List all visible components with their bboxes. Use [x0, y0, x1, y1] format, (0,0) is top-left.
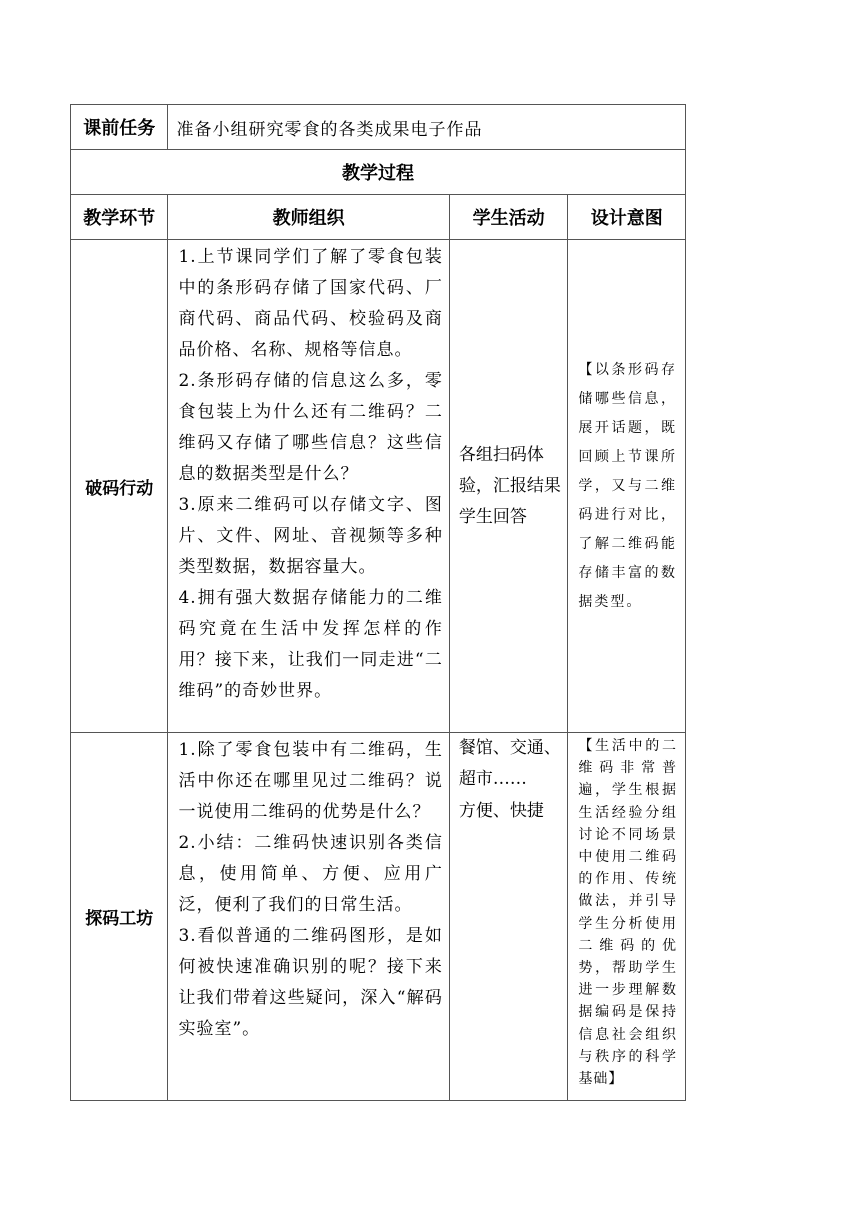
design-cell: 【生活中的二维码非常普遍，学生根据生活经验分组讨论不同场景中使用二维码的作用、传统做法，并引导学生分析使用二维码的优势，帮助学生进一步理解数据编码是保持信息社会组织与秩序的科学基础】 — [568, 733, 686, 1101]
teacher-paragraph: 3.原来二维码可以存储文字、图片、文件、网址、音视频等多种类型数据，数据容量大。 — [178, 495, 443, 577]
design-cell: 【以条形码存储哪些信息，展开话题，既回顾上节课所学，又与二维码进行对比，了解二维码能存储丰富的数据类型。 — [568, 240, 686, 733]
table-row — [71, 733, 686, 1101]
section-title-row — [71, 150, 686, 195]
pre-task-row — [71, 105, 686, 150]
header-stage: 教学环节 — [71, 195, 168, 240]
stage-cell: 破码行动 — [71, 240, 168, 733]
teacher-paragraph: 2.小结：二维码快速识别各类信息，使用简单、方便、应用广泛，便利了我们的日常生活。 — [178, 833, 443, 915]
student-activity: 餐馆、交通、 — [458, 738, 561, 758]
header-row — [71, 195, 686, 240]
section-title: 教学过程 — [71, 150, 686, 195]
teacher-paragraph: 1.上节课同学们了解了零食包装中的条形码存储了国家代码、厂商代码、商品代码、校验码及商品价格、名称、规格等信息。 — [178, 247, 443, 360]
teacher-paragraph: 2.条形码存储的信息这么多，零食包装上为什么还有二维码？二维码又存储了哪些信息？这些信息的数据类型是什么？ — [178, 371, 443, 484]
teacher-paragraph: 4.拥有强大数据存储能力的二维码究竟在生活中发挥怎样的作用？接下来，让我们一同走进“二维码”的奇妙世界。 — [178, 588, 443, 701]
stage-cell: 探码工坊 — [71, 733, 168, 1101]
student-activity: 各组扫码体验，汇报结果 — [458, 444, 561, 496]
header-teacher: 教师组织 — [168, 195, 449, 240]
header-student: 学生活动 — [449, 195, 568, 240]
student-cell — [449, 733, 568, 1101]
teacher-cell — [168, 733, 449, 1101]
lesson-plan-table — [70, 104, 686, 1101]
pre-task-text: 准备小组研究零食的各类成果电子作品 — [168, 105, 686, 150]
table-row — [71, 240, 686, 733]
header-design: 设计意图 — [568, 195, 686, 240]
teacher-paragraph: 3.看似普通的二维码图形，是如何被快速准确识别的呢？接下来让我们带着这些疑问，深入“解码实验室”。 — [178, 926, 443, 1039]
student-activity: 学生回答 — [458, 506, 527, 527]
student-activity: 超市…… — [458, 769, 527, 789]
student-activity: 方便、快捷 — [458, 801, 544, 821]
teacher-cell — [168, 240, 449, 733]
student-cell — [449, 240, 568, 733]
pre-task-label: 课前任务 — [71, 105, 168, 150]
teacher-paragraph: 1.除了零食包装中有二维码，生活中你还在哪里见过二维码？说一说使用二维码的优势是什么？ — [178, 740, 443, 822]
